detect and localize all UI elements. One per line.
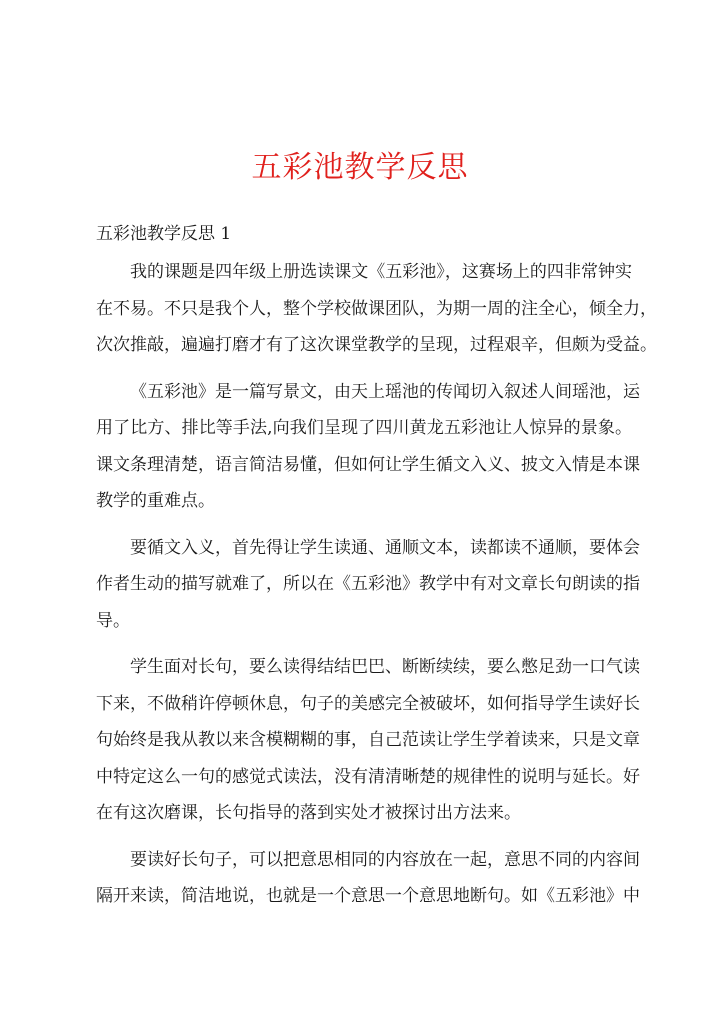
text-line: 隔开来读，简洁地说，也就是一个意思一个意思地断句。如《五彩池》中 bbox=[96, 886, 640, 906]
text-line: 要循文入义，首先得让学生读通、通顺文本，读都读不通顺，要体会 bbox=[130, 537, 640, 558]
text-line: 《五彩池》是一篇写景文，由天上瑶池的传闻切入叙述人间瑶池，运 bbox=[130, 381, 640, 402]
paragraph bbox=[96, 530, 640, 640]
text-line: 要读好长句子，可以把意思相同的内容放在一起，意思不同的内容间 bbox=[130, 849, 640, 870]
text-line: 中特定这么一句的感觉式读法，没有清清晰楚的规律性的说明与延长。好 bbox=[96, 766, 640, 787]
text-line: 学生面对长句，要么读得结结巴巴、断断续续，要么憋足劲一口气读 bbox=[130, 657, 640, 677]
text-line: 句始终是我从教以来含模糊糊的事，自己范读让学生学着读来，只是文章 bbox=[96, 730, 640, 750]
document-body bbox=[96, 254, 657, 925]
paragraph bbox=[96, 842, 640, 915]
paragraph bbox=[96, 649, 640, 832]
paragraph bbox=[96, 254, 657, 364]
document-title: 五彩池教学反思 bbox=[251, 150, 469, 185]
paragraph bbox=[96, 374, 640, 520]
text-line: 导。 bbox=[96, 610, 130, 631]
text-line: 我的课题是四年级上册选读课文《五彩池》，这赛场上的四非常钟实 bbox=[130, 262, 632, 282]
text-line: 在不易。不只是我个人，整个学校做课团队，为期一周的注全心，倾全力， bbox=[96, 298, 657, 319]
text-line: 在有这次磨课，长句指导的落到实处才被探讨出方法来。 bbox=[96, 803, 521, 823]
text-line: 用了比方、排比等手法,向我们呈现了四川黄龙五彩池让人惊异的景象。 bbox=[96, 418, 632, 438]
text-line: 下来，不做稍许停顿休息，句子的美感完全被破坏，如何指导学生读好长 bbox=[96, 693, 640, 714]
section-heading: 五彩池教学反思 1 bbox=[96, 224, 232, 244]
text-line: 教学的重难点。 bbox=[96, 491, 215, 511]
text-line: 课文条理清楚，语言简洁易懂，但如何让学生循文入义、披文入情是本课 bbox=[96, 454, 640, 475]
text-line: 次次推敲，遍遍打磨才有了这次课堂教学的呈现，过程艰辛，但颇为受益。 bbox=[96, 335, 657, 355]
text-line: 作者生动的描写就难了，所以在《五彩池》教学中有对文章长句朗读的指 bbox=[96, 574, 640, 594]
